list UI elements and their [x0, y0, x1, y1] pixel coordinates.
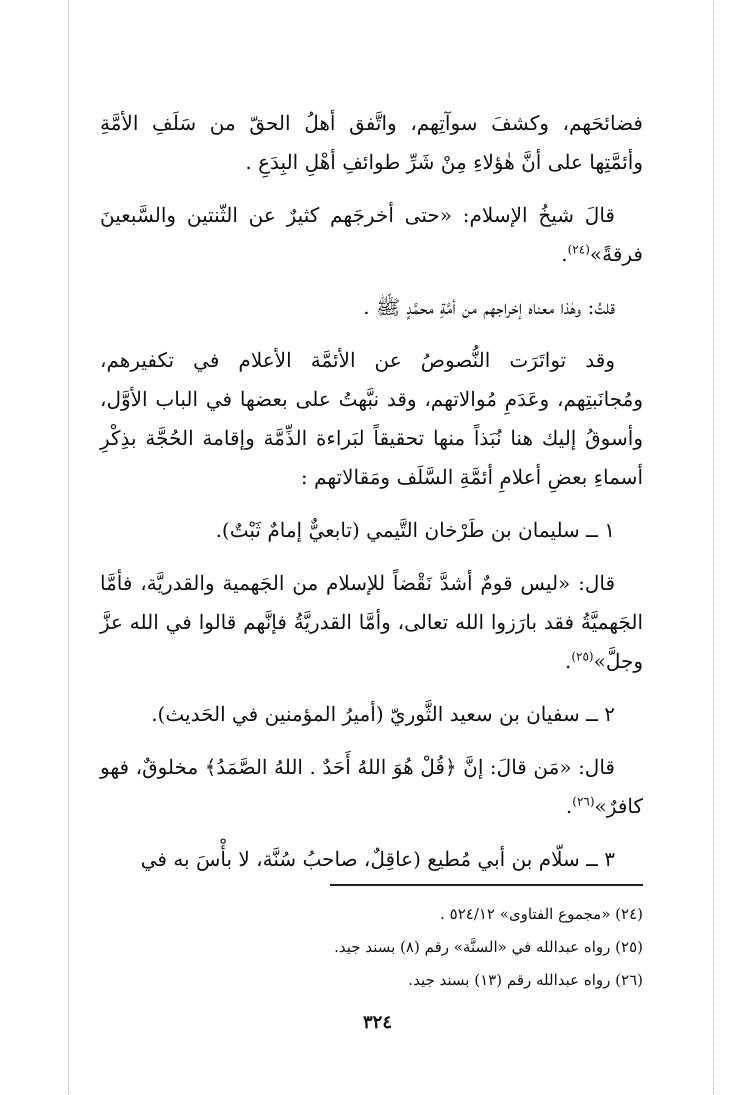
footnote-divider [330, 884, 643, 886]
paragraph-shaykh-quote: قالَ شيخُ الإسلام: «حتى أخرجَهم كثيرٌ عن الثّنتين والسَّبعينَ فرقةً»$^{(٢٤)}$. [100, 203, 643, 266]
footnote-25: (٢٥) رواه عبدالله في «السنَّة» رقم (٨) بسند جيد. [334, 938, 643, 956]
footnote-ref-25[interactable]: (٢٥) [571, 649, 594, 664]
right-margin-guide [713, 0, 714, 1095]
entry-quote-2: قال: «مَن قالَ: إنَّ ﴿قُلْ هُوَ اللهُ أَحَدٌ . اللهُ الصَّمَدُ﴾ مخلوقٌ، فهو كافرٌ»$^{(٢٦)}$. [100, 755, 643, 818]
footnote-26: (٢٦) رواه عبدالله رقم (١٣) بسند جيد. [408, 971, 643, 989]
footnote-24: (٢٤) «مجموع الفتاوى» ٥٢٤/١٢ . [440, 905, 643, 923]
paragraph-texts: وقد تواتَرَت النُّصوصُ عن الأئمَّة الأعلام في تكفيرهم، ومُجانَبتِهم، وعَدَمِ مُوالاتهم، وقد نبَّهتُ على بعضها في الباب الأوَّل، وأسوقُ إليك هنا نُبَذاً منها تحقيقاً لبَراءة الذِّمَّة وإقامة الحُجَّة بذِكْرِ أسماءِ بعضِ أعلامِ أئمَّةِ السَّلَف ومَقالاتهم : [100, 348, 643, 489]
footnote-ref-24[interactable]: (٢٤) [567, 242, 590, 257]
entry-quote-1: قال: «ليس قومٌ أشدَّ نَقْضاً للإسلام من الجَهمية والقدريَّة، فأمَّا الجَهميَّةُ فقد بارَزوا الله تعالى، وأمَّا القدريَّةُ فإنَّهم قالوا في الله عزَّ وجلَّ»$^{(٢٥)}$. [100, 571, 643, 673]
entry-heading-3: ٣ ــ سلّام بن أبي مُطيع (عاقِلٌ، صاحبُ سُنَّة، لا بأْسَ به في [140, 847, 615, 871]
page-number: ٣٢٤ [362, 1012, 392, 1033]
paragraph-intro: فضائحَهم، وكشفَ سوآتِهم، واتَّفق أهلُ الحقّ من سَلَفِ الأمَّةِ وأئمَّتِها على أنَّ هٰؤلاءِ مِنْ شَرِّ طوائفِ أهْلِ البِدَعِ . [100, 111, 643, 174]
footnotes [180, 898, 643, 997]
main-text [100, 104, 643, 893]
entry-heading-1: ١ ــ سليمان بن طَرْخان التَّيمي (تابعيٌّ إمامٌ ثَبْتٌ). [215, 518, 615, 542]
left-margin-guide [68, 0, 69, 1095]
entry-heading-2: ٢ ــ سفيان بن سعيد الثَّوريّ (أميرُ المؤمنين في الحَديث). [151, 702, 615, 726]
paragraph-comment: قلتُ: وهٰذا معناه إخراجهم من أمَّةِ محمَّدٍ ﷺ . [363, 295, 615, 319]
footnote-ref-26[interactable]: (٢٦) [572, 794, 595, 809]
